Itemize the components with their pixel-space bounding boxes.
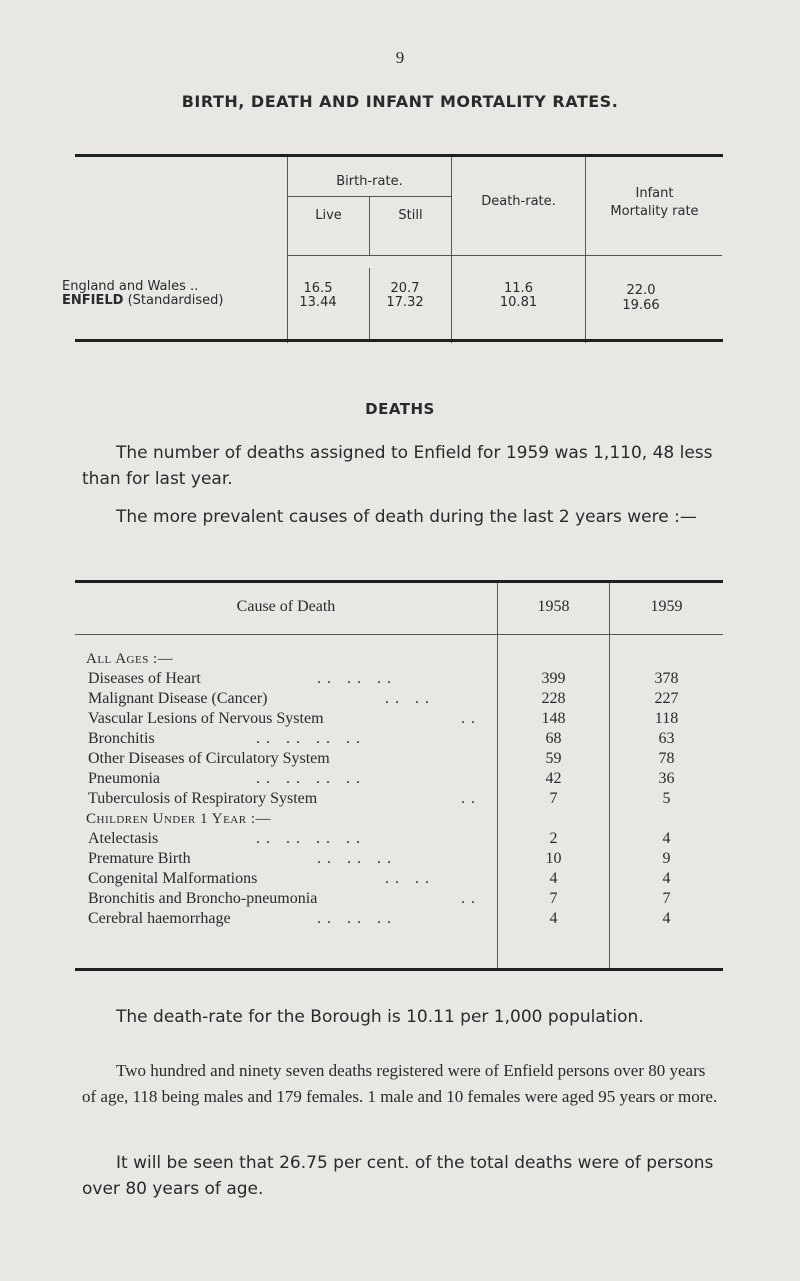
table-bottom-rule (75, 339, 723, 342)
column-divider (369, 196, 370, 256)
table-top-rule (75, 154, 723, 157)
cause-value: 378 (654, 670, 679, 687)
rate-value: 16.5 (303, 281, 333, 296)
cause-header: Cause of Death (236, 598, 336, 615)
dot-leader: .. .. (385, 690, 435, 707)
cause-value: 148 (541, 710, 566, 727)
table-top-rule (75, 580, 723, 583)
section-heading-deaths: DEATHS (365, 400, 435, 418)
cause-label: Congenital Malformations (88, 870, 258, 887)
cause-value: 4 (662, 830, 671, 847)
infant-header-line1: Infant (635, 186, 674, 201)
dot-leader: .. (461, 890, 481, 907)
cause-label: Tuberculosis of Respiratory System (88, 790, 318, 807)
dot-leader: .. .. .. (317, 910, 397, 927)
column-divider (585, 157, 586, 343)
cause-value: 36 (658, 770, 675, 787)
cause-value: 5 (662, 790, 671, 807)
cause-label: Premature Birth (88, 850, 191, 867)
still-header: Still (398, 208, 423, 223)
cause-value: 10 (545, 850, 562, 867)
dot-leader: .. .. .. (317, 850, 397, 867)
section-children: Children Under 1 Year :— (86, 811, 271, 827)
cause-value: 7 (549, 890, 558, 907)
rate-value: 13.44 (299, 295, 337, 310)
cause-label: Vascular Lesions of Nervous System (88, 710, 324, 727)
header-rule (288, 255, 722, 256)
live-header: Live (315, 208, 342, 223)
cause-value: 68 (545, 730, 562, 747)
table-bottom-rule (75, 968, 723, 971)
paragraph-prevalent-causes: The more prevalent causes of death during the last 2 years were :— (116, 507, 697, 527)
page-title: BIRTH, DEATH AND INFANT MORTALITY RATES. (181, 92, 619, 111)
cause-value: 63 (658, 730, 675, 747)
cause-value: 7 (549, 790, 558, 807)
cause-value: 2 (549, 830, 558, 847)
section-all-ages: All Ages :— (86, 651, 174, 667)
dot-leader: .. .. (385, 870, 435, 887)
cause-value: 4 (549, 870, 558, 887)
dot-leader: .. (461, 710, 481, 727)
cause-value: 228 (541, 690, 566, 707)
cause-label: Other Diseases of Circulatory System (88, 750, 330, 767)
dot-leader: .. .. .. (317, 670, 397, 687)
cause-value: 42 (545, 770, 562, 787)
cause-value: 4 (549, 910, 558, 927)
birth-rate-header: Birth-rate. (336, 174, 403, 189)
cause-value: 59 (545, 750, 562, 767)
cause-value: 4 (662, 870, 671, 887)
death-rate-header: Death-rate. (481, 194, 556, 209)
year-1958-header: 1958 (537, 598, 570, 615)
cause-label: Cerebral haemorrhage (88, 910, 231, 927)
cause-value: 118 (654, 710, 679, 727)
paragraph-percentage: It will be seen that 26.75 per cent. of the total deaths were of persons over 80 years of age. (82, 1153, 714, 1199)
subheader-rule (288, 196, 451, 197)
infant-header-line2: Mortality rate (610, 204, 699, 219)
rate-value: 11.6 (504, 281, 533, 296)
cause-value: 4 (662, 910, 671, 927)
cause-value: 9 (662, 850, 671, 867)
cause-label: Diseases of Heart (88, 670, 201, 687)
cause-value: 399 (541, 670, 566, 687)
rate-value: 17.32 (386, 295, 424, 310)
rates-row-label: ENFIELD (Standardised) (62, 293, 224, 308)
year-1959-header: 1959 (650, 598, 683, 615)
page-number: 9 (395, 48, 405, 67)
paragraph-death-rate: The death-rate for the Borough is 10.11 per 1,000 population. (116, 1007, 644, 1027)
rate-value: 22.0 (626, 283, 656, 298)
dot-leader: .. .. .. .. (256, 770, 366, 787)
paragraph-deaths-total: The number of deaths assigned to Enfield for 1959 was 1,110, 48 less than for last year. (82, 443, 713, 489)
rate-value: 20.7 (390, 281, 420, 296)
rate-value: 10.81 (499, 295, 538, 310)
cause-label: Bronchitis (88, 730, 155, 747)
paragraph-over-80: Two hundred and ninety seven deaths registered were of Enfield persons over 80 years of age, 118 being males and 179 females. 1 male and 10 females were aged 95 years or more. (82, 1061, 718, 1106)
rates-row-label: England and Wales .. (62, 279, 199, 294)
cause-value: 78 (658, 750, 675, 767)
cause-value: 7 (662, 890, 671, 907)
dot-leader: .. .. .. .. (256, 730, 366, 747)
rate-value: 19.66 (622, 298, 660, 313)
dot-leader: .. .. .. .. (256, 830, 366, 847)
header-rule (75, 634, 723, 635)
cause-label: Atelectasis (88, 830, 159, 847)
cause-label: Bronchitis and Broncho-pneumonia (88, 890, 318, 907)
cause-label: Pneumonia (88, 770, 160, 787)
dot-leader: .. (461, 790, 481, 807)
column-divider (451, 157, 452, 343)
cause-label: Malignant Disease (Cancer) (88, 690, 268, 707)
cause-value: 227 (654, 690, 679, 707)
